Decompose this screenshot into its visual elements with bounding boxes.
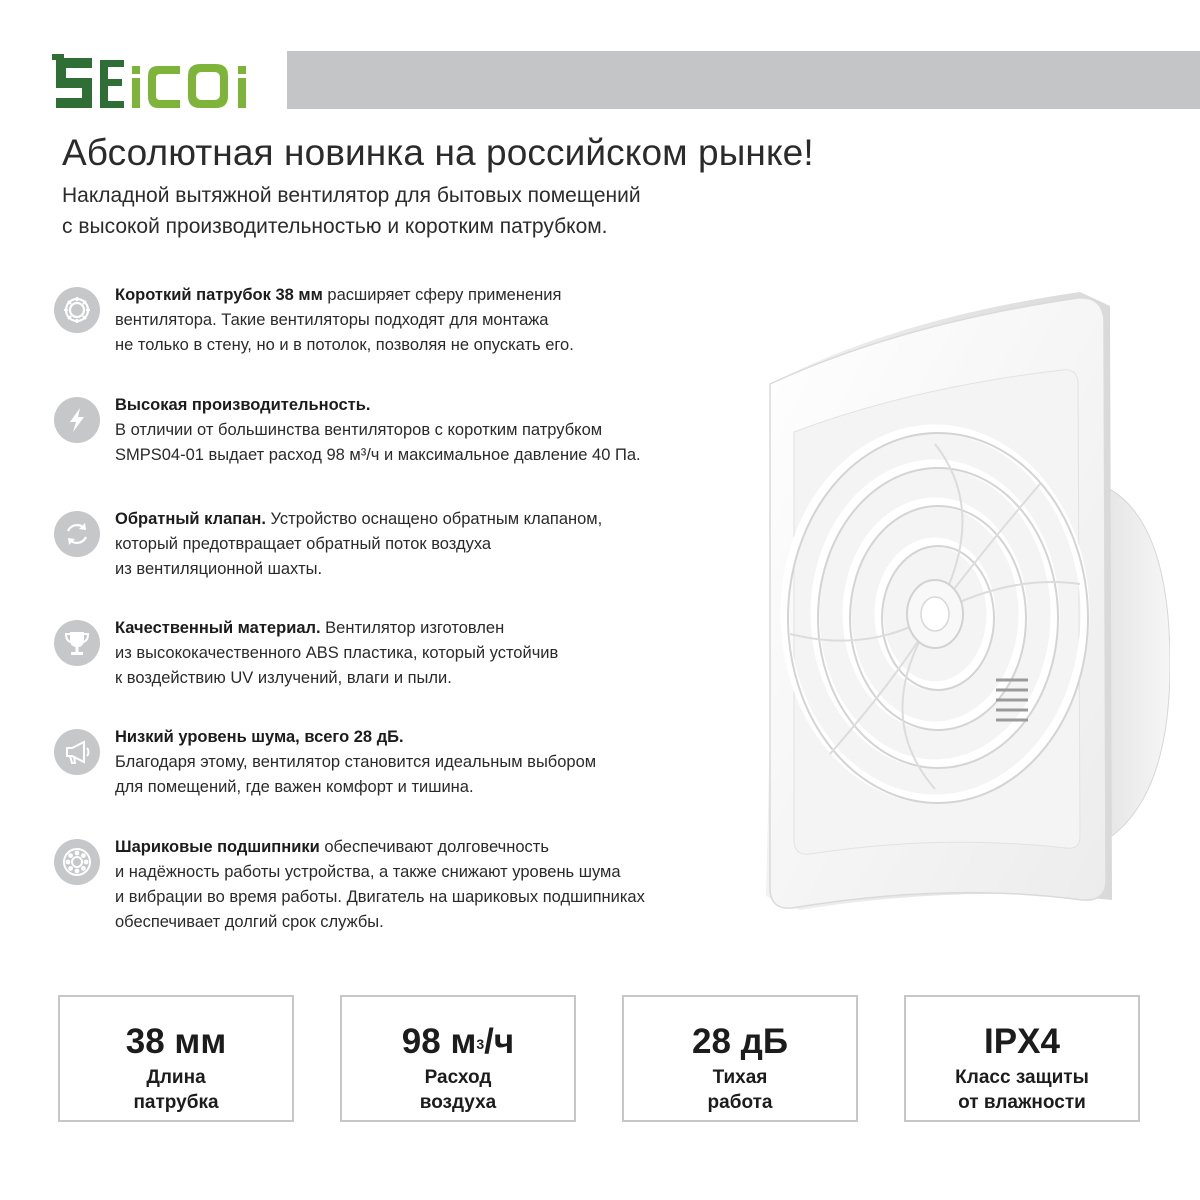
- feature-desc: Устройство оснащено обратным клапаном,: [265, 510, 603, 528]
- product-fan-image: [760, 284, 1170, 924]
- feature-desc-line: к воздействию UV излучений, влаги и пыли.: [115, 669, 452, 687]
- feature-desc-line: из вентиляционной шахты.: [115, 560, 323, 578]
- lightning-icon: [54, 397, 100, 443]
- feature-title: Короткий патрубок 38 мм: [115, 286, 323, 304]
- header-bar: [287, 51, 1200, 109]
- stat-value: 98 $м^3/ч$: [401, 1022, 515, 1061]
- stat-label: [60, 1065, 292, 1115]
- feature-text: [115, 393, 641, 468]
- page-headline: Абсолютная новинка на российском рынке!: [62, 132, 814, 173]
- stat-label: [624, 1065, 856, 1115]
- stat-air-flow: [340, 995, 576, 1122]
- feature-desc-line: который предотвращает обратный поток воздуха: [115, 535, 492, 553]
- stat-value: 38 мм: [125, 1022, 227, 1061]
- stat-label-line: Длина: [146, 1067, 206, 1088]
- feature-desc-line: и вибрации во время работы. Двигатель на шариковых подшипниках: [115, 888, 645, 906]
- stat-label-line: воздуха: [419, 1092, 497, 1113]
- gear-icon: [54, 287, 100, 333]
- brand-logo: [52, 52, 258, 112]
- feature-title: Обратный клапан.: [115, 510, 266, 528]
- feature-desc-line: В отличии от большинства вентиляторов с коротким патрубком: [115, 421, 603, 439]
- stat-value: IPX4: [984, 1022, 1060, 1061]
- stat-label-line: работа: [707, 1092, 773, 1113]
- stat-label: [906, 1065, 1138, 1115]
- trophy-icon: [54, 620, 100, 666]
- stat-label-line: от влажности: [958, 1092, 1086, 1113]
- feature-desc: Вентилятор изготовлен: [320, 619, 505, 637]
- feature-desc: расширяет сферу применения: [322, 286, 562, 304]
- subheadline-line: Накладной вытяжной вентилятор для бытовых помещений: [62, 184, 641, 207]
- feature-desc-line: вентилятора. Такие вентиляторы подходят для монтажа: [115, 311, 549, 329]
- feature-text: [115, 507, 602, 582]
- feature-desc-line: Благодаря этому, вентилятор становится идеальным выбором: [115, 753, 597, 771]
- stat-nozzle-length: [58, 995, 294, 1122]
- stat-label-line: Расход: [424, 1067, 492, 1088]
- stat-noise-level: [622, 995, 858, 1122]
- feature-desc: обеспечивают долговечность: [319, 838, 549, 856]
- feature-title: Низкий уровень шума, всего 28 дБ.: [115, 728, 404, 746]
- feature-text: [115, 616, 558, 691]
- feature-text: [115, 283, 574, 358]
- page-subheadline: [62, 180, 641, 242]
- feature-desc-line: SMPS04-01 выдает расход 98 м³/ч и максимальное давление 40 Па.: [115, 446, 641, 464]
- refresh-icon: [54, 511, 100, 557]
- feature-text: [115, 725, 596, 800]
- subheadline-line: с высокой производительностью и коротким патрубком.: [62, 215, 608, 238]
- feature-title: Высокая производительность.: [115, 396, 371, 414]
- feature-desc-line: обеспечивает долгий срок службы.: [115, 913, 384, 931]
- feature-title: Качественный материал.: [115, 619, 321, 637]
- stat-label-line: патрубка: [133, 1092, 219, 1113]
- megaphone-icon: [54, 729, 100, 775]
- feature-desc-line: и надёжность работы устройства, а также снижают уровень шума: [115, 863, 621, 881]
- feature-title: Шариковые подшипники: [115, 838, 320, 856]
- stat-value: 28 дБ: [691, 1022, 789, 1061]
- feature-text: [115, 835, 645, 935]
- feature-desc-line: не только в стену, но и в потолок, позволяя не опускать его.: [115, 336, 574, 354]
- feature-desc-line: из высококачественного ABS пластика, который устойчив: [115, 644, 559, 662]
- stat-label: [342, 1065, 574, 1115]
- stat-label-line: Класс защиты: [955, 1067, 1089, 1088]
- stat-label-line: Тихая: [712, 1067, 768, 1088]
- bearing-icon: [54, 839, 100, 885]
- stat-protection-class: [904, 995, 1140, 1122]
- feature-desc-line: для помещений, где важен комфорт и тишина.: [115, 778, 474, 796]
